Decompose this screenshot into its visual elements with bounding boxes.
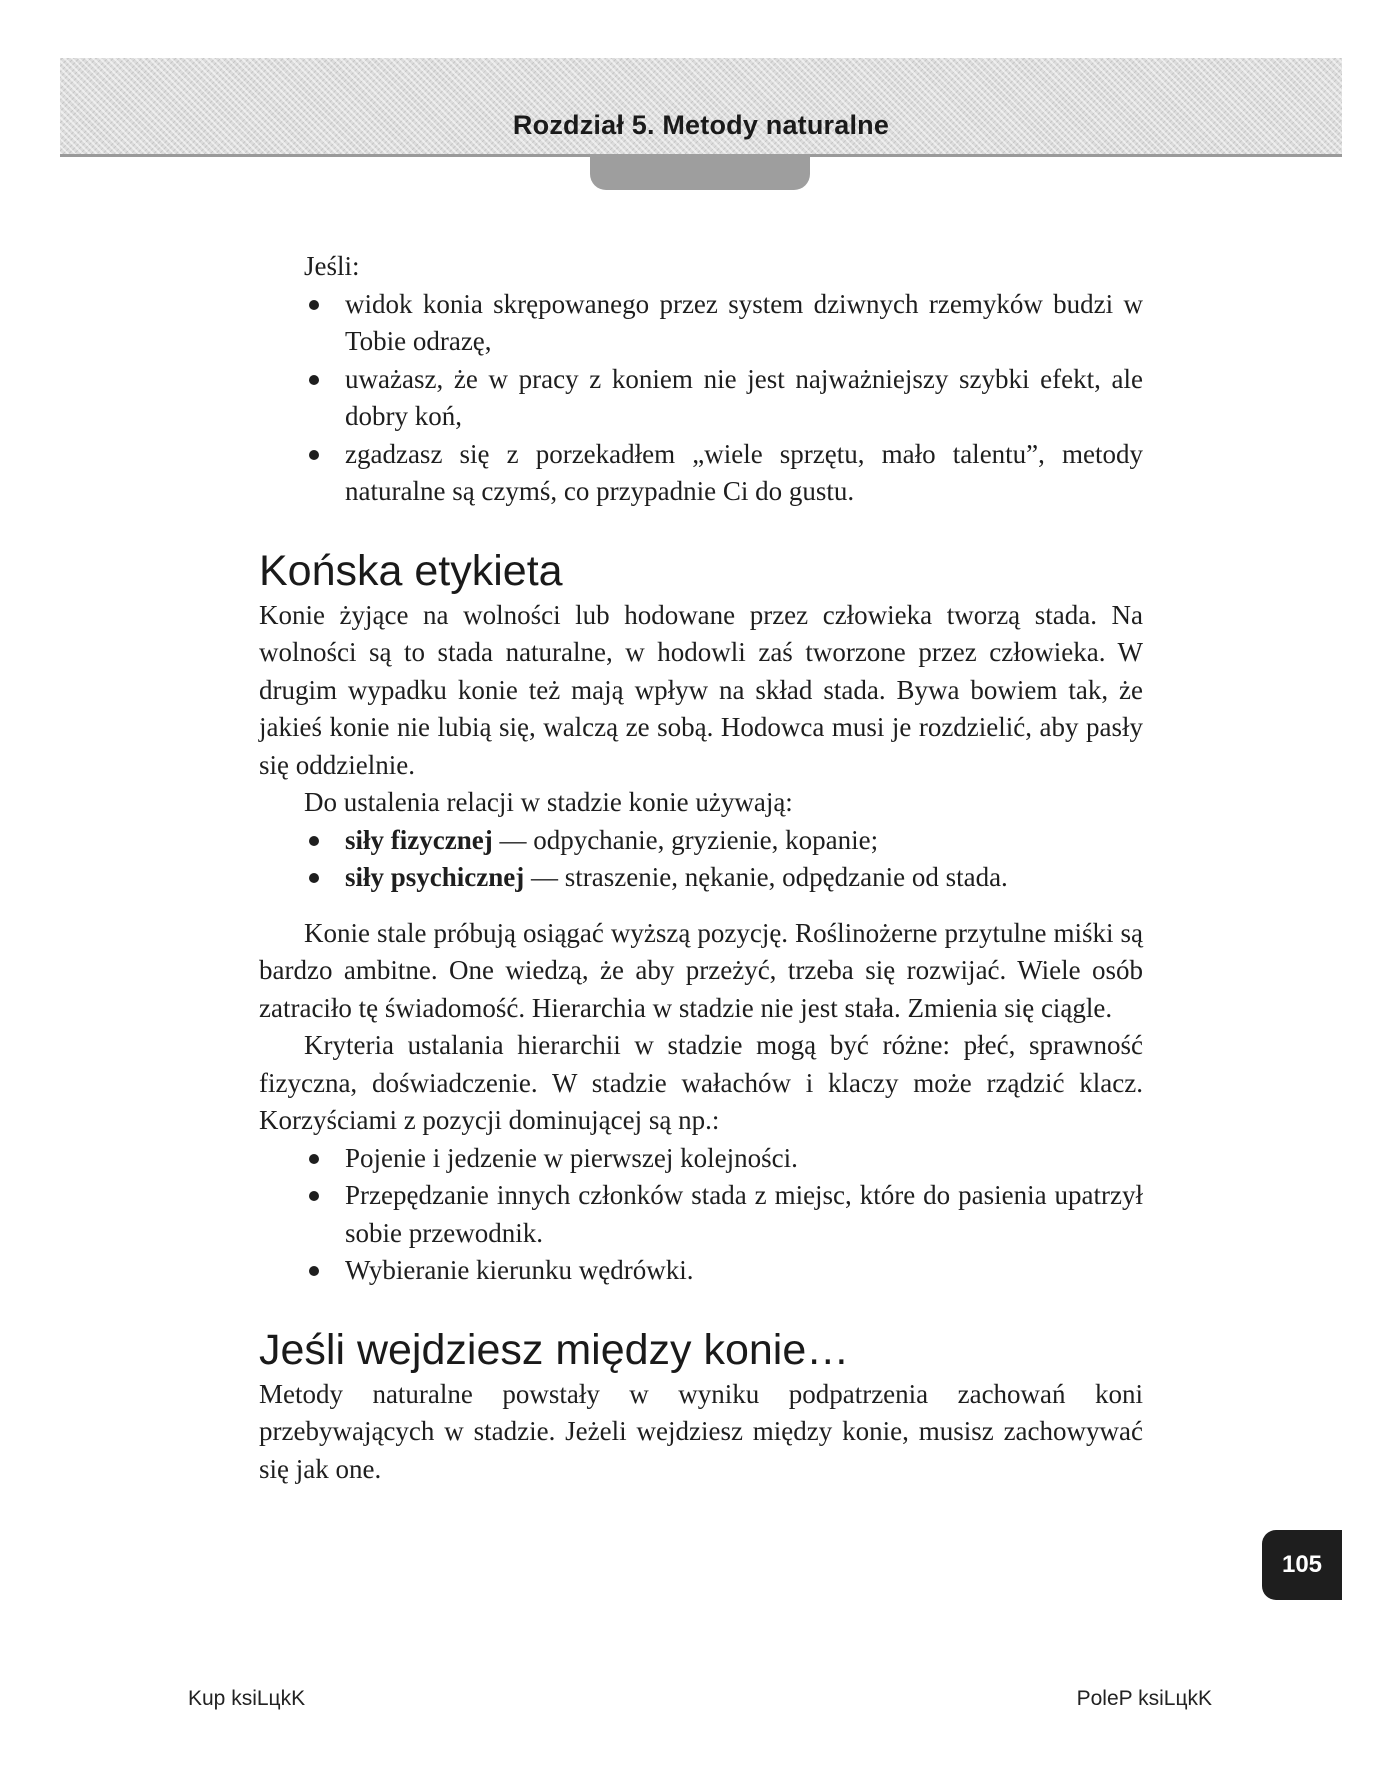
- chapter-title: Rozdział 5. Metody naturalne: [512, 110, 890, 140]
- section-heading-konska-etykieta: Końska etykieta: [259, 546, 563, 595]
- list-item: siły fizycznej — odpychanie, gryzienie, kopanie;: [259, 822, 1143, 860]
- intro-lead: Jeśli:: [304, 251, 360, 281]
- bullet-icon: [309, 300, 319, 310]
- chapter-header: [60, 58, 1342, 157]
- list-item: Wybieranie kierunku wędrówki.: [259, 1252, 1143, 1290]
- intro-bullet-list: [259, 286, 1143, 511]
- relations-bullet-list: [259, 822, 1143, 897]
- footer-buy-link[interactable]: Kup ksiLцkK: [188, 1687, 306, 1710]
- paragraph: Konie stale próbują osiągać wyższą pozycję. Roślinożerne przytulne miśki są bardzo ambitne. One wiedzą, że aby przeżyć, trzeba się rozwijać. Wiele osób zatraciło tę świadomość. Hierarchia w stadzie nie jest stała. Zmienia się ciągle.: [259, 917, 1143, 1023]
- bullet-icon: [309, 450, 319, 460]
- page-content: [259, 248, 1143, 1488]
- list-item: Przepędzanie innych członków stada z miejsc, które do pasienia upatrzył sobie przewodnik.: [259, 1177, 1143, 1252]
- paragraph: Do ustalenia relacji w stadzie konie używają:: [304, 787, 793, 817]
- list-item: uważasz, że w pracy z koniem nie jest najważniejszy szybki efekt, ale dobry koń,: [259, 361, 1143, 436]
- bullet-icon: [309, 836, 319, 846]
- paragraph: Metody naturalne powstały w wyniku podpatrzenia zachowań koni przebywających w stadzie. Jeżeli wejdziesz między konie, musisz zachowywać się jak one.: [259, 1378, 1143, 1484]
- paragraph: Konie żyjące na wolności lub hodowane przez człowieka tworzą stada. Na wolności są to stada naturalne, w hodowli zaś tworzone przez człowieka. W drugim wypadku konie też mają wpływ na skład stada. Bywa bowiem tak, że jakieś konie nie lubią się, walczą ze sobą. Hodowca musi je rozdzielić, aby pasły się oddzielnie.: [259, 599, 1143, 780]
- header-tab-decoration: [590, 154, 810, 190]
- bullet-icon: [309, 1191, 319, 1201]
- bullet-icon: [309, 1154, 319, 1164]
- section-heading-jesli-wejdziesz: Jeśli wejdziesz między konie…: [259, 1325, 850, 1374]
- footer-recommend-link[interactable]: PoleP ksiLцkK: [1076, 1687, 1212, 1710]
- list-item: zgadzasz się z porzekadłem „wiele sprzętu, mało talentu”, metody naturalne są czymś, co przypadnie Ci do gustu.: [259, 436, 1143, 511]
- page-number-badge: 105: [1262, 1530, 1342, 1600]
- benefits-bullet-list: [259, 1140, 1143, 1290]
- list-item: siły psychicznej — straszenie, nękanie, odpędzanie od stada.: [259, 859, 1143, 897]
- bullet-icon: [309, 1266, 319, 1276]
- list-item: widok konia skrępowanego przez system dziwnych rzemyków budzi w Tobie odrazę,: [259, 286, 1143, 361]
- list-item: Pojenie i jedzenie w pierwszej kolejności.: [259, 1140, 1143, 1178]
- bullet-icon: [309, 873, 319, 883]
- paragraph: Kryteria ustalania hierarchii w stadzie mogą być różne: płeć, sprawność fizyczna, doświadczenie. W stadzie wałachów i klaczy może rządzić klacz. Korzyściami z pozycji dominującej są np.:: [259, 1030, 1143, 1135]
- bullet-icon: [309, 375, 319, 385]
